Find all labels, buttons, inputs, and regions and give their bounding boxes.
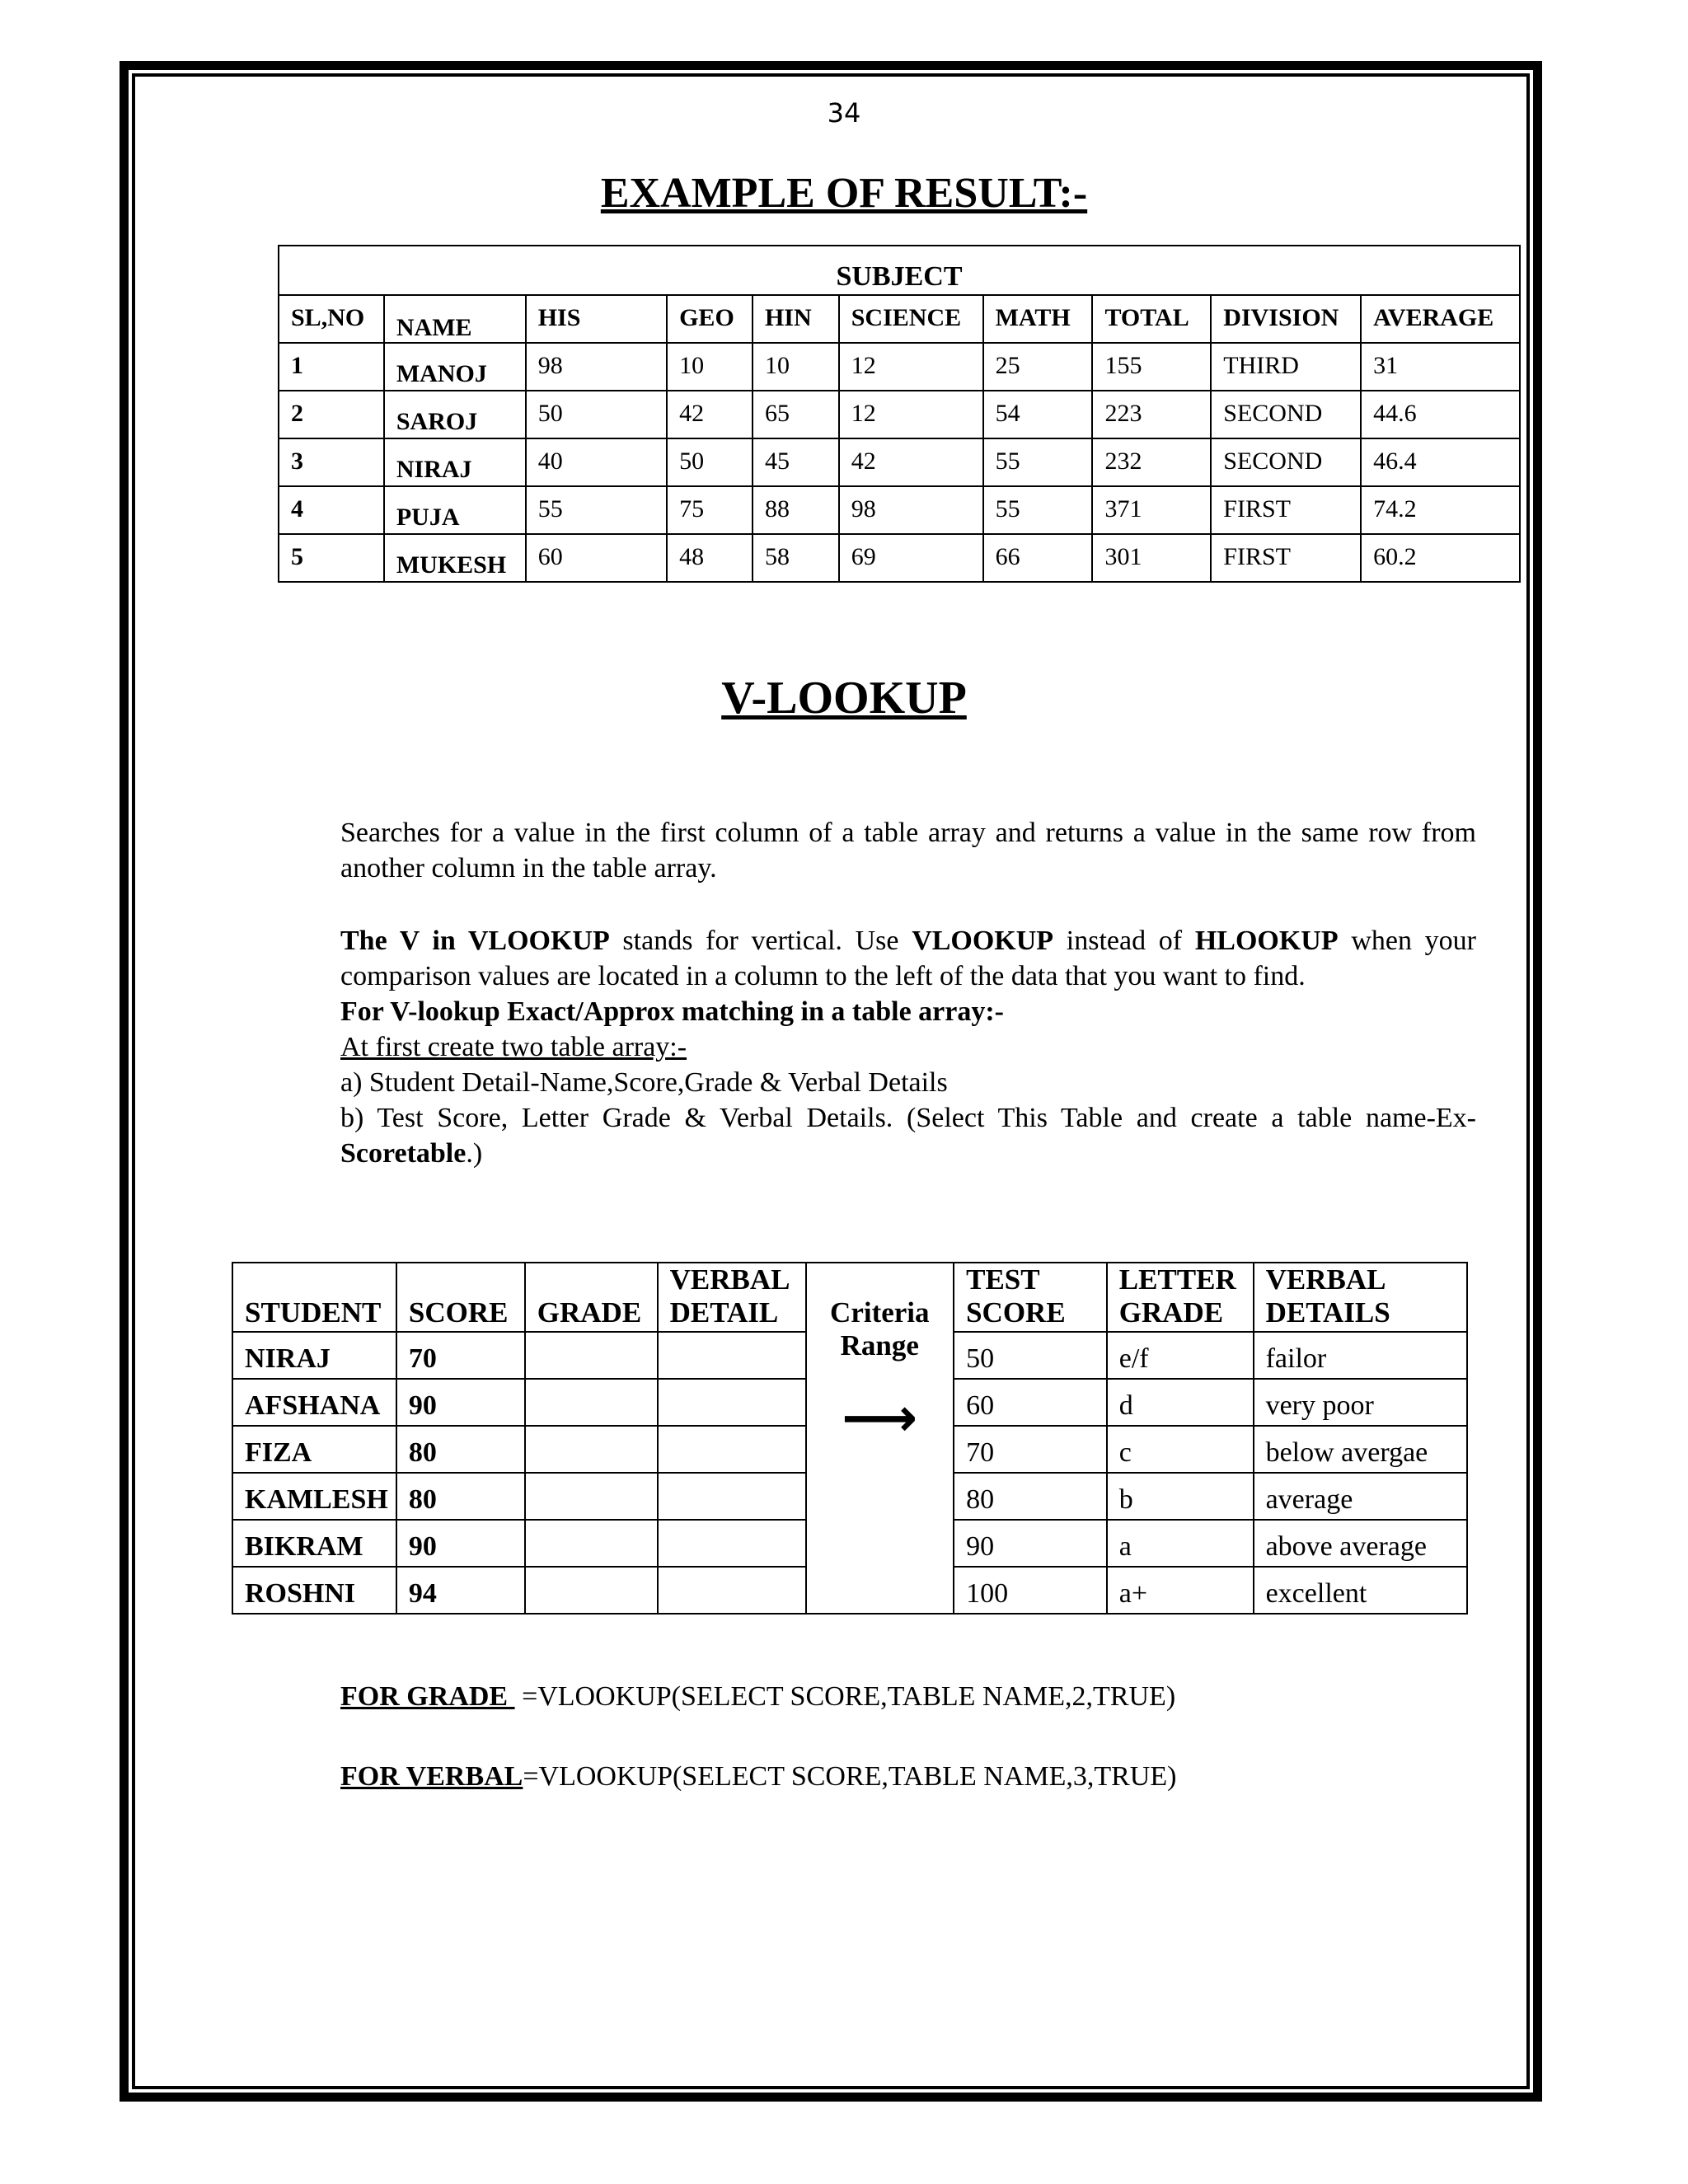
table-cell: 55	[983, 438, 1093, 486]
table-cell: 42	[839, 438, 983, 486]
grade-formula-label: FOR GRADE	[340, 1681, 515, 1712]
table-cell: MUKESH	[384, 534, 526, 582]
table-cell: 3	[279, 438, 384, 486]
header-line: VERBAL	[1265, 1263, 1386, 1296]
text-span: when your comparison values are located in a column to the left of the data that you want to find.	[340, 926, 1476, 991]
verbal-details: failor	[1254, 1332, 1467, 1379]
vlookup-vertical-note	[340, 923, 1476, 994]
student-score: 80	[396, 1473, 525, 1520]
letter-grade: a	[1107, 1520, 1254, 1567]
table-cell: 50	[667, 438, 753, 486]
exact-approx-heading	[340, 994, 1476, 1029]
table-cell: 2	[279, 391, 384, 438]
table-cell: 1	[279, 343, 384, 391]
table-cell: 44.6	[1361, 391, 1520, 438]
header-line: GRADE	[1118, 1296, 1224, 1329]
verbal-details: very poor	[1254, 1379, 1467, 1426]
right-arrow-icon: ⟶	[842, 1388, 918, 1449]
student-score: 90	[396, 1379, 525, 1426]
lookup-table	[232, 1262, 1468, 1615]
table-row	[279, 486, 1520, 534]
student-score: 94	[396, 1567, 525, 1614]
verbal-detail-cell	[658, 1426, 806, 1473]
test-score: 90	[954, 1520, 1107, 1567]
col-header: TOTAL	[1092, 295, 1211, 343]
header-line: TEST	[966, 1263, 1040, 1296]
verbal-detail-cell	[658, 1379, 806, 1426]
table-cell: 65	[753, 391, 839, 438]
header-line: SCORE	[966, 1296, 1066, 1329]
list-item-b	[340, 1100, 1476, 1171]
col-header: SCORE	[396, 1263, 525, 1332]
list-item-a: a) Student Detail-Name,Score,Grade & Verbal Details	[340, 1067, 948, 1098]
col-header: DIVISION	[1211, 295, 1361, 343]
verbal-detail-cell	[658, 1332, 806, 1379]
table-cell: 50	[526, 391, 667, 438]
table-cell: 98	[839, 486, 983, 534]
header-line: VERBAL	[669, 1263, 790, 1296]
col-header: STUDENT	[232, 1263, 396, 1332]
table-cell: 223	[1092, 391, 1211, 438]
header-line: DETAIL	[669, 1296, 779, 1329]
subject-header: SUBJECT	[279, 246, 1520, 295]
letter-grade: c	[1107, 1426, 1254, 1473]
table-cell: FIRST	[1211, 534, 1361, 582]
table-cell: MANOJ	[384, 343, 526, 391]
table-cell: 55	[983, 486, 1093, 534]
grade-cell	[525, 1520, 658, 1567]
letter-grade: b	[1107, 1473, 1254, 1520]
grade-cell	[525, 1473, 658, 1520]
text-span: .)	[466, 1138, 483, 1169]
student-name: NIRAJ	[232, 1332, 396, 1379]
col-header: AVERAGE	[1361, 295, 1520, 343]
create-tables-line: At first create two table array:-	[340, 1032, 687, 1062]
verbal-details: average	[1254, 1473, 1467, 1520]
table-cell: 60	[526, 534, 667, 582]
table-cell: 5	[279, 534, 384, 582]
text-span: stands for vertical. Use	[609, 926, 912, 956]
table-cell: 48	[667, 534, 753, 582]
table-cell: 12	[839, 343, 983, 391]
table-cell: 155	[1092, 343, 1211, 391]
student-score: 90	[396, 1520, 525, 1567]
table-cell: FIRST	[1211, 486, 1361, 534]
grade-cell	[525, 1379, 658, 1426]
verbal-details: excellent	[1254, 1567, 1467, 1614]
test-score: 60	[954, 1379, 1107, 1426]
grade-formula: =VLOOKUP(SELECT SCORE,TABLE NAME,2,TRUE)	[514, 1681, 1176, 1712]
table-cell: 301	[1092, 534, 1211, 582]
verbal-detail-cell	[658, 1520, 806, 1567]
table-cell: 55	[526, 486, 667, 534]
col-header: SCIENCE	[839, 295, 983, 343]
verbal-details: above average	[1254, 1520, 1467, 1567]
col-header	[658, 1263, 806, 1332]
letter-grade: d	[1107, 1379, 1254, 1426]
result-table	[278, 245, 1521, 583]
table-row	[279, 343, 1520, 391]
table-cell: 232	[1092, 438, 1211, 486]
result-heading: EXAMPLE OF RESULT:-	[600, 170, 1088, 217]
text-span: b) Test Score, Letter Grade & Verbal Details. (Select This Table and create a table name-Ex-	[340, 1103, 1476, 1133]
table-cell: 12	[839, 391, 983, 438]
col-header	[1107, 1263, 1254, 1332]
table-cell: NIRAJ	[384, 438, 526, 486]
table-cell: SECOND	[1211, 438, 1361, 486]
col-header: GEO	[667, 295, 753, 343]
header-line: LETTER	[1118, 1263, 1236, 1296]
table-cell: 25	[983, 343, 1093, 391]
table-cell: 10	[753, 343, 839, 391]
grade-formula-line	[340, 1681, 1175, 1713]
table-cell: PUJA	[384, 486, 526, 534]
table-cell: 88	[753, 486, 839, 534]
result-table-group-row	[279, 246, 1520, 295]
vlookup-heading: V-LOOKUP	[721, 673, 967, 724]
col-header: GRADE	[525, 1263, 658, 1332]
student-name: FIZA	[232, 1426, 396, 1473]
student-name: BIKRAM	[232, 1520, 396, 1567]
table-cell: 75	[667, 486, 753, 534]
table-cell: 66	[983, 534, 1093, 582]
text-span: instead of	[1053, 926, 1195, 956]
student-name: AFSHANA	[232, 1379, 396, 1426]
verbal-detail-cell	[658, 1473, 806, 1520]
table-cell: 45	[753, 438, 839, 486]
col-header	[954, 1263, 1107, 1332]
table-cell: 98	[526, 343, 667, 391]
student-score: 70	[396, 1332, 525, 1379]
verbal-formula-label: FOR VERBAL	[340, 1761, 523, 1792]
grade-cell	[525, 1426, 658, 1473]
col-header: MATH	[983, 295, 1093, 343]
test-score: 80	[954, 1473, 1107, 1520]
result-table-header-row	[279, 295, 1520, 343]
table-row	[279, 534, 1520, 582]
table-cell: 371	[1092, 486, 1211, 534]
col-header: HIN	[753, 295, 839, 343]
table-cell: 54	[983, 391, 1093, 438]
table-cell: 69	[839, 534, 983, 582]
student-name: ROSHNI	[232, 1567, 396, 1614]
verbal-detail-cell	[658, 1567, 806, 1614]
grade-cell	[525, 1567, 658, 1614]
header-line: DETAILS	[1265, 1296, 1390, 1329]
student-name: KAMLESH	[232, 1473, 396, 1520]
verbal-formula-line	[340, 1761, 1176, 1793]
col-header: SL,NO	[279, 295, 384, 343]
table-cell: SECOND	[1211, 391, 1361, 438]
table-cell: 40	[526, 438, 667, 486]
bold-term: Scoretable	[340, 1138, 467, 1169]
table-cell: 4	[279, 486, 384, 534]
lookup-header-row	[232, 1263, 1467, 1332]
table-row	[279, 438, 1520, 486]
bold-term: HLOOKUP	[1194, 926, 1339, 956]
letter-grade: a+	[1107, 1567, 1254, 1614]
bold-term: For V-lookup Exact/Approx matching in a table array:-	[340, 996, 1004, 1027]
bold-term: The V in VLOOKUP	[340, 926, 610, 956]
table-cell: 31	[1361, 343, 1520, 391]
col-header: HIS	[526, 295, 667, 343]
grade-cell	[525, 1332, 658, 1379]
letter-grade: e/f	[1107, 1332, 1254, 1379]
test-score: 70	[954, 1426, 1107, 1473]
table-cell: 74.2	[1361, 486, 1520, 534]
table-cell: 60.2	[1361, 534, 1520, 582]
vlookup-description: Searches for a value in the first column of a table array and returns a value in the same row from another column in the table array.	[340, 818, 1476, 883]
col-header: NAME	[384, 295, 526, 343]
page-number: 34	[827, 97, 861, 129]
bold-term: VLOOKUP	[912, 926, 1054, 956]
table-cell: 10	[667, 343, 753, 391]
student-score: 80	[396, 1426, 525, 1473]
criteria-range-cell	[806, 1263, 954, 1614]
verbal-formula: =VLOOKUP(SELECT SCORE,TABLE NAME,3,TRUE)	[523, 1761, 1177, 1792]
table-cell: 58	[753, 534, 839, 582]
vlookup-explanation	[340, 923, 1476, 1171]
criteria-label: Range	[840, 1329, 919, 1361]
criteria-label: Criteria	[830, 1296, 930, 1329]
test-score: 100	[954, 1567, 1107, 1614]
table-cell: 42	[667, 391, 753, 438]
table-cell: 46.4	[1361, 438, 1520, 486]
table-cell: SAROJ	[384, 391, 526, 438]
verbal-details: below avergae	[1254, 1426, 1467, 1473]
table-row	[279, 391, 1520, 438]
table-cell: THIRD	[1211, 343, 1361, 391]
test-score: 50	[954, 1332, 1107, 1379]
col-header	[1254, 1263, 1467, 1332]
